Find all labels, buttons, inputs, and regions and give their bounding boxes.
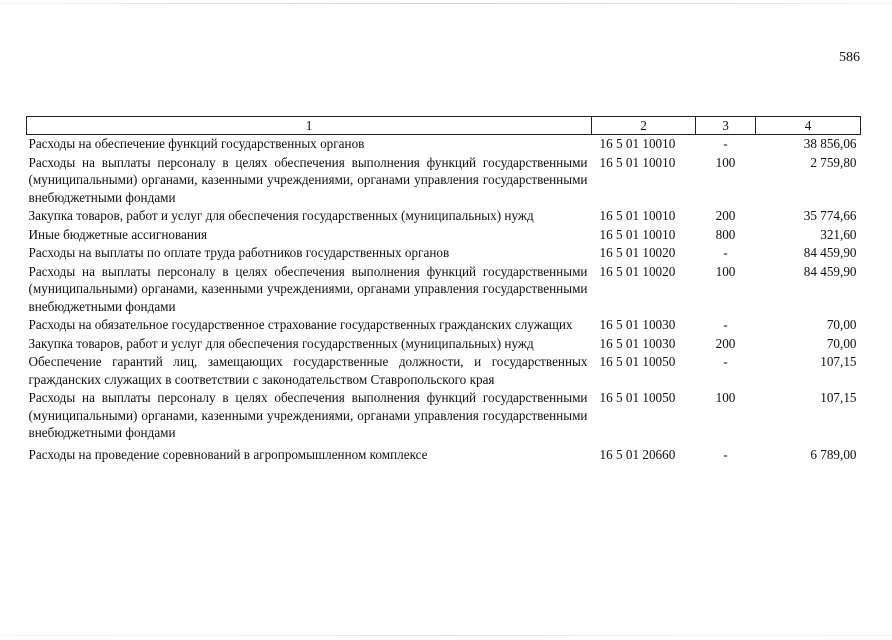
table-header [27,117,861,135]
row-code: 16 5 01 10010 [599,208,676,223]
row-code: 16 5 01 10020 [599,245,676,260]
table-row [27,316,861,335]
table-row [27,154,861,208]
header-col-2: 2 [592,117,696,135]
row-name: Закупка товаров, работ и услуг для обеспечения государственных (муниципальных) нужд [28,335,534,351]
row-type: - [723,354,728,369]
table-row [27,244,861,263]
table-row [27,207,861,226]
table-row [27,335,861,354]
row-type: - [723,245,728,260]
table-row [27,226,861,245]
table-row [27,443,861,465]
row-type: 100 [715,154,736,170]
row-amount: 107,15 [820,390,857,405]
row-name: Расходы на выплаты персоналу в целях обеспечения выполнения функций государственными (муниципальными) органами, казенными учреждениями, органами управления государственными внебюджетными фондами [28,263,588,314]
row-name: Иные бюджетные ассигнования [28,226,208,242]
scan-edge-bottom [0,635,892,636]
row-amount: 84 459,90 [803,245,857,260]
row-code: 16 5 01 10010 [599,136,676,151]
row-amount: 70,00 [826,317,857,332]
row-amount: 35 774,66 [803,208,857,223]
row-amount: 6 789,00 [810,446,857,462]
table-row [27,389,861,443]
row-code: 16 5 01 10050 [599,390,676,405]
header-col-3: 3 [696,117,756,135]
row-code: 16 5 01 10030 [599,335,676,351]
row-type: - [723,136,728,151]
row-amount: 70,00 [826,335,857,351]
row-code: 16 5 01 10050 [599,354,676,369]
row-code: 16 5 01 20660 [599,446,676,462]
table-row [27,263,861,317]
row-type: - [723,317,728,332]
row-type: 100 [715,263,736,279]
table-body [27,135,861,465]
row-amount: 107,15 [820,354,857,369]
table-row [27,353,861,389]
table-row [27,135,861,154]
row-name: Обеспечение гарантий лиц, замещающих государственные должности, и государственных гражданских служащих в соответствии с законодательством Ставропольского края [28,354,588,387]
row-type: - [723,446,728,462]
row-code: 16 5 01 10010 [599,226,676,242]
budget-table [26,116,861,464]
row-type: 200 [715,335,736,351]
scan-edge-top [0,3,892,4]
row-amount: 321,60 [820,226,857,242]
page-number: 586 [839,50,860,65]
row-type: 200 [715,208,736,223]
row-amount: 38 856,06 [803,136,857,151]
row-code: 16 5 01 10030 [599,317,676,332]
row-amount: 84 459,90 [803,263,857,279]
row-name: Расходы на выплаты персоналу в целях обеспечения выполнения функций государственными (муниципальными) органами, казенными учреждениями, органами управления государственными внебюджетными фондами [28,154,588,205]
row-code: 16 5 01 10010 [599,154,676,170]
row-name: Закупка товаров, работ и услуг для обеспечения государственных (муниципальных) нужд [28,208,534,223]
row-name: Расходы на обеспечение функций государственных органов [28,136,365,151]
header-col-4: 4 [756,117,861,135]
row-type: 100 [715,390,736,405]
header-row [27,117,861,135]
row-name: Расходы на выплаты по оплате труда работников государственных органов [28,245,450,260]
row-name: Расходы на выплаты персоналу в целях обеспечения выполнения функций государственными (муниципальными) органами, казенными учреждениями, органами управления государственными внебюджетными фондами [28,390,588,440]
row-name: Расходы на проведение соревнований в агропромышленном комплексе [28,446,428,462]
row-name: Расходы на обязательное государственное страхование государственных гражданских служащих [28,317,573,332]
row-amount: 2 759,80 [810,154,857,170]
row-type: 800 [715,226,736,242]
header-col-1: 1 [27,117,592,135]
row-code: 16 5 01 10020 [599,263,676,279]
